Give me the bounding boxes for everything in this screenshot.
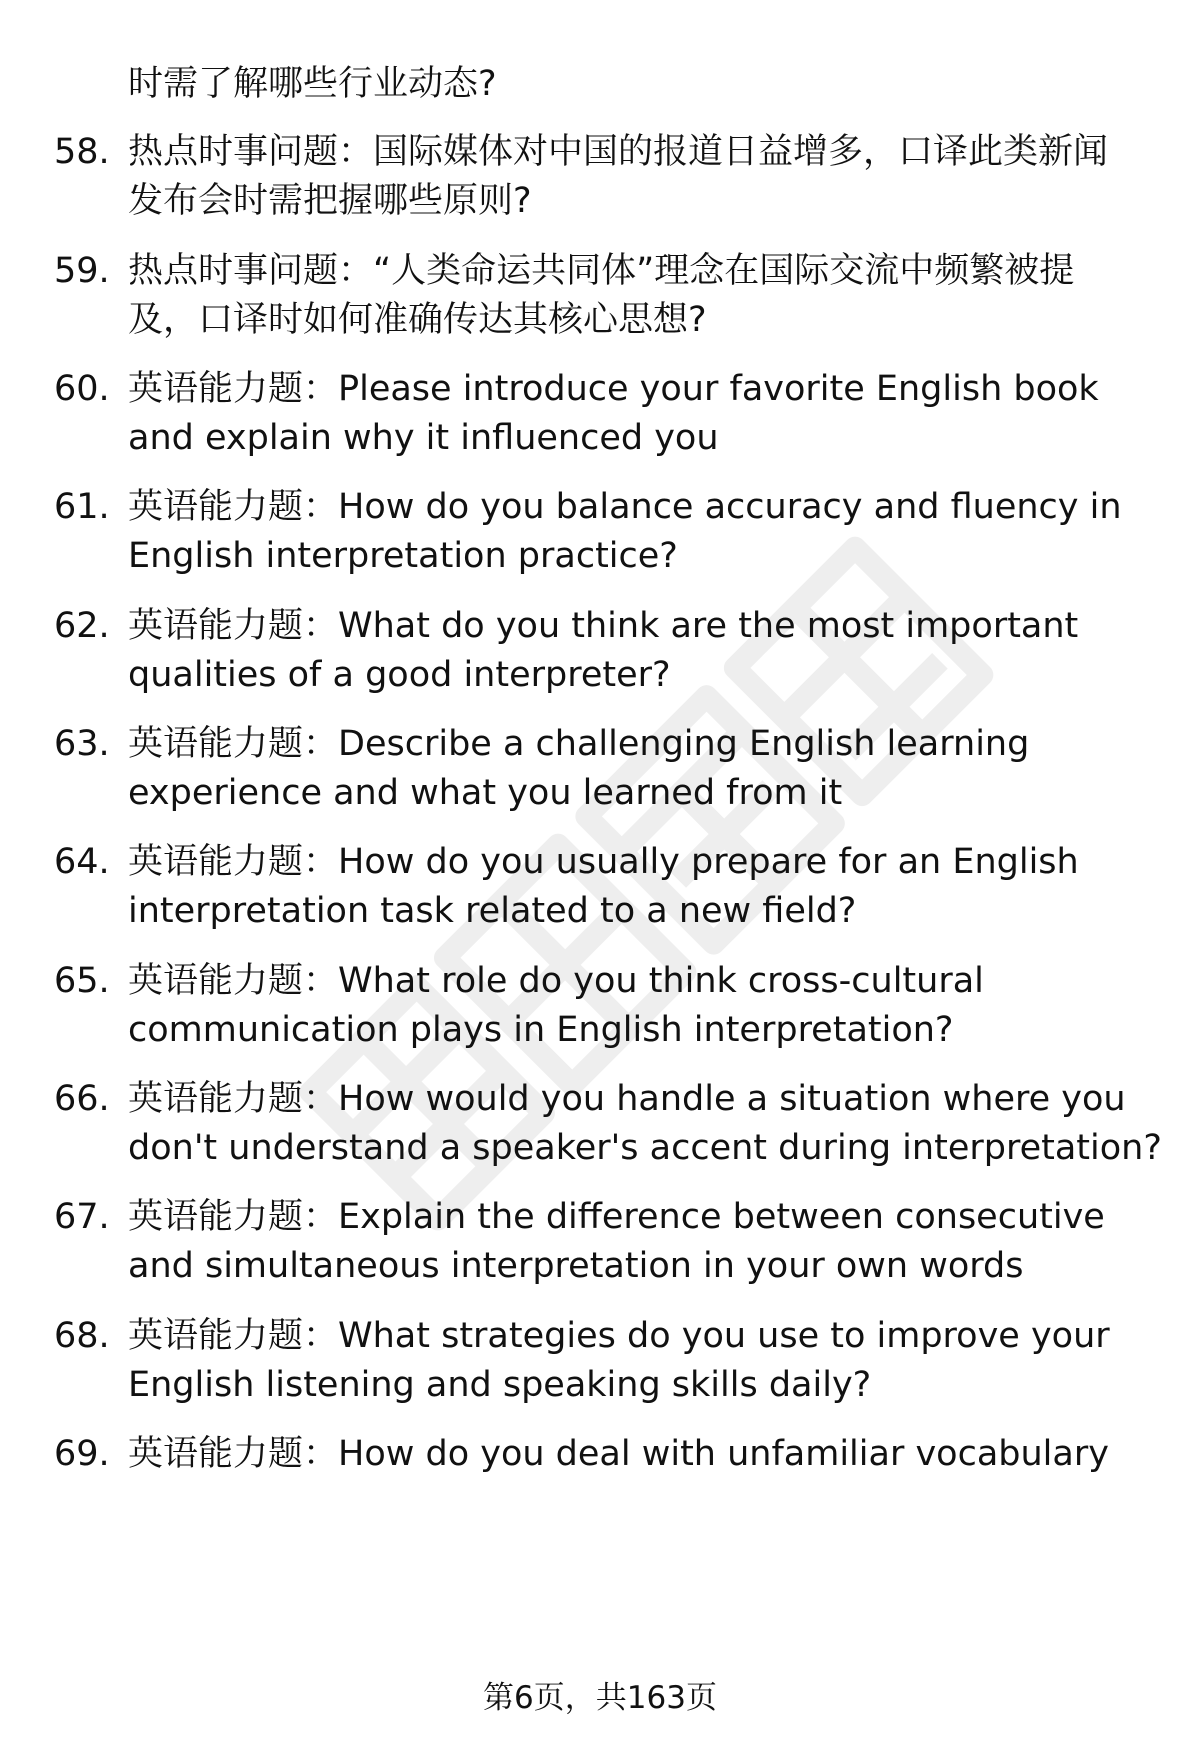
- question-line: English interpretation practice?: [128, 536, 678, 576]
- question-number: 67.: [54, 1197, 110, 1237]
- question-line: experience and what you learned from it: [128, 773, 843, 813]
- page-number-footer: 第6页，共163页: [483, 1680, 717, 1716]
- question-text: [128, 365, 1138, 463]
- question-line: 英语能力题：What role do you think cross-cultural: [128, 961, 984, 1001]
- question-number: 64.: [54, 842, 110, 882]
- question-text: [128, 957, 1138, 1055]
- question-line: 英语能力题：What do you think are the most important: [128, 606, 1079, 646]
- question-line: 及，口译时如何准确传达其核心思想?: [128, 300, 707, 340]
- question-text: [128, 720, 1138, 818]
- question-line: 英语能力题：How do you usually prepare for an English: [128, 842, 1079, 882]
- question-line: 英语能力题：What strategies do you use to improve your: [128, 1316, 1110, 1356]
- question-line: 英语能力题：How do you deal with unfamiliar vocabulary: [128, 1434, 1109, 1474]
- question-number: 68.: [54, 1316, 110, 1356]
- question-line: and explain why it influenced you: [128, 418, 719, 458]
- question-number: 65.: [54, 961, 110, 1001]
- question-line: English listening and speaking skills daily?: [128, 1365, 872, 1405]
- question-text: [128, 247, 1138, 345]
- question-line: 英语能力题：How would you handle a situation where you: [128, 1079, 1126, 1119]
- question-number: 66.: [54, 1079, 110, 1119]
- question-line: 发布会时需把握哪些原则?: [128, 181, 532, 221]
- question-text: [128, 483, 1138, 581]
- question-text: [128, 128, 1138, 226]
- question-line: interpretation task related to a new field?: [128, 891, 857, 931]
- question-text: [128, 1193, 1138, 1291]
- question-line: 英语能力题：Describe a challenging English learning: [128, 724, 1030, 764]
- question-text: [128, 1075, 1162, 1173]
- question-text: [128, 1430, 1138, 1479]
- question-text: [128, 838, 1138, 936]
- question-line: communication plays in English interpretation?: [128, 1010, 954, 1050]
- question-line: don't understand a speaker's accent during interpretation?: [128, 1128, 1162, 1168]
- question-number: 59.: [54, 251, 110, 291]
- question-line: and simultaneous interpretation in your own words: [128, 1246, 1024, 1286]
- question-line: 热点时事问题：“人类命运共同体”理念在国际交流中频繁被提: [128, 251, 1075, 291]
- question-number: 62.: [54, 606, 110, 646]
- question-text: [128, 1312, 1138, 1410]
- question-line: 英语能力题：Please introduce your favorite English book: [128, 369, 1099, 409]
- question-line: 英语能力题：How do you balance accuracy and fluency in: [128, 487, 1122, 527]
- question-line: 热点时事问题：国际媒体对中国的报道日益增多，口译此类新闻: [128, 132, 1109, 172]
- question-number: 58.: [54, 132, 110, 172]
- continued-question-text: 时需了解哪些行业动态?: [128, 64, 497, 104]
- question-number: 63.: [54, 724, 110, 764]
- question-line: 英语能力题：Explain the difference between consecutive: [128, 1197, 1105, 1237]
- question-number: 69.: [54, 1434, 110, 1474]
- question-number: 60.: [54, 369, 110, 409]
- question-text: [128, 602, 1138, 700]
- question-number: 61.: [54, 487, 110, 527]
- question-line: qualities of a good interpreter?: [128, 655, 671, 695]
